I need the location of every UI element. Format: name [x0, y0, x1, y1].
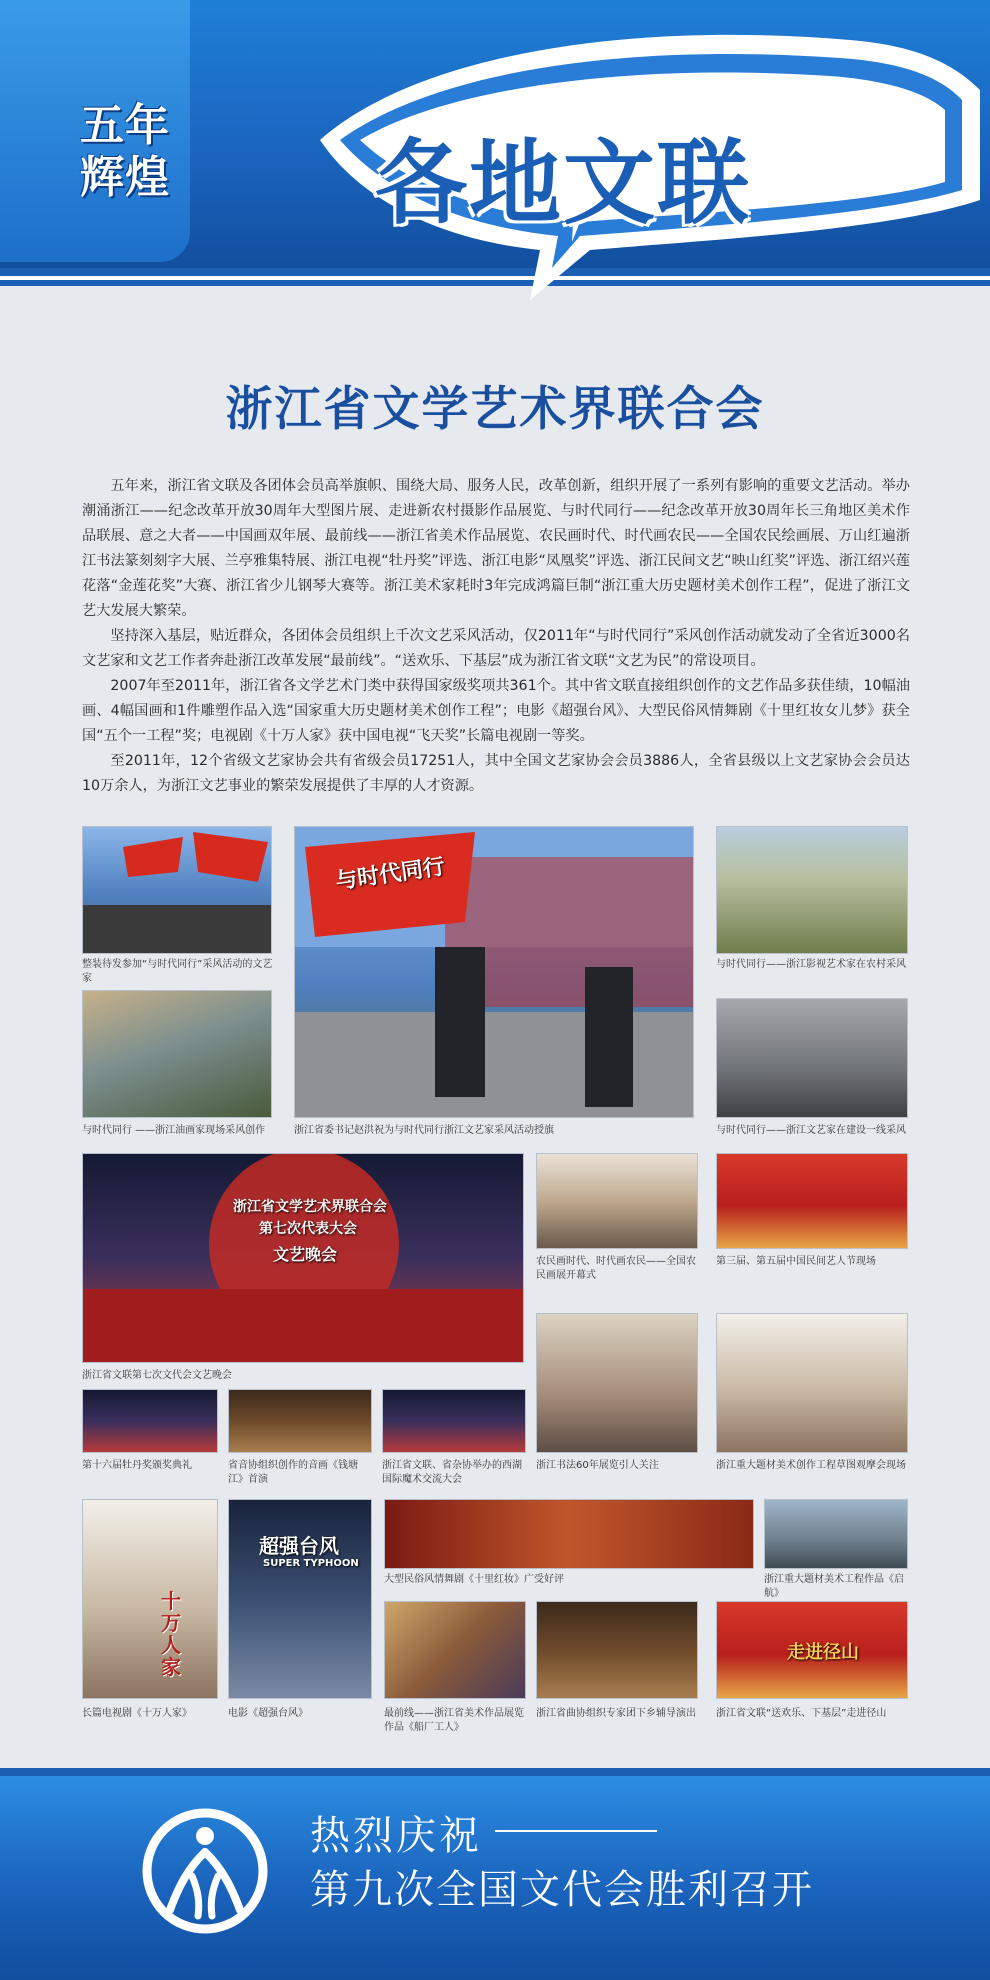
photo-sailing-artwork	[764, 1499, 908, 1569]
film-poster-title: 超强台风	[259, 1534, 339, 1558]
footer-headline: 热烈庆祝	[310, 1813, 482, 1859]
caption-dance-drama: 大型民俗风情舞剧《十里红妆》广受好评	[384, 1574, 564, 1585]
main-title: 各地文联	[375, 130, 752, 237]
caption-tv-series-poster: 长篇电视剧《十万人家》	[82, 1708, 192, 1719]
caption-sailing-artwork: 浙江重大题材美术工程作品《启航》	[764, 1574, 904, 1599]
photo-sketch-review	[716, 1313, 908, 1453]
stage-text-3: 文艺晚会	[273, 1245, 338, 1264]
footer-top-stripe	[0, 1768, 990, 1776]
photo-shipyard-workers	[384, 1601, 526, 1699]
photo-typhoon-film-poster	[228, 1499, 372, 1699]
caption-construction-site: 与时代同行——浙江文艺家在建设一线采风	[716, 1125, 906, 1136]
header	[0, 0, 990, 320]
photo-oil-painters	[82, 990, 272, 1118]
footer-subline: 第九次全国文代会胜利召开	[310, 1867, 814, 1913]
photo-flag-ceremony	[294, 826, 694, 1118]
paragraph-1: 五年来，浙江省文联及各团体会员高举旗帜、围绕大局、服务人民，改革创新，组织开展了一系列有影响的重要文艺活动。举办潮涌浙江——纪念改革开放30周年大型图片展、走进新农村摄影作品展览、与时代同行——纪念改革开放30周年长三角地区美术作品联展、意之大者——中国画双年展、最前线——浙江省美术作品展览、农民画时代、时代画农民——全国农民绘画展、万山红遍浙江书法篆刻刻字大展、兰亭雅集特展、浙江电视“牡丹奖”评选、浙江电影“凤凰奖”评选、浙江民间文艺“映山红奖”评选、浙江绍兴莲花落“金莲花奖”大赛、浙江省少儿钢琴大赛等。浙江美术家耗时3年完成鸿篇巨制“浙江重大历史题材美术创作工程”，促进了浙江文艺大发展大繁荣。	[82, 478, 910, 619]
caption-calligraphy-exhibition: 浙江书法60年展览引人关注	[536, 1460, 659, 1471]
photo-dance-drama	[384, 1499, 754, 1569]
footer-rule	[495, 1830, 657, 1832]
photo-magic-convention	[382, 1389, 526, 1453]
photo-construction-site	[716, 998, 908, 1118]
photo-film-artists-village	[716, 826, 908, 954]
caption-qiantang-concert: 省音协组织创作的音画《钱塘江》首演	[228, 1460, 358, 1485]
five-years-badge	[80, 100, 200, 204]
org-title: 浙江省文学艺术界联合会	[225, 382, 765, 437]
photo-artists-ready	[82, 826, 272, 954]
badge-line-2: 辉煌	[80, 152, 170, 203]
caption-peasant-painting-opening: 农民画时代、时代画农民——全国农民画展开幕式	[536, 1256, 696, 1281]
caption-shipyard-workers: 最前线——浙江省美术作品展览作品《船厂工人》	[384, 1708, 524, 1733]
caption-film-artists-village: 与时代同行——浙江影视艺术家在农村采风	[716, 959, 906, 970]
caption-peony-awards: 第十六届牡丹奖颁奖典礼	[82, 1460, 192, 1471]
federation-logo-icon	[140, 1806, 270, 1936]
stage-text-1: 浙江省文学艺术界联合会	[233, 1199, 387, 1215]
photo-tv-series-poster	[82, 1499, 218, 1699]
paragraph-4: 至2011年，12个省级文艺家协会共有省级会员17251人，其中全国文艺家协会会员3886人，全省县级以上文艺家协会会员达10万余人，为浙江文艺事业的繁荣发展提供了丰厚的人才资源。	[82, 753, 910, 794]
photo-calligraphy-exhibition	[536, 1313, 698, 1453]
caption-artists-ready: 整装待发参加“与时代同行”采风活动的文艺家	[82, 959, 273, 984]
caption-folk-artists-festival: 第三届、第五届中国民间艺人节现场	[716, 1256, 876, 1267]
caption-jingshan-event: 浙江省文联“送欢乐、下基层”走进径山	[716, 1708, 887, 1719]
photo-peasant-painting-opening	[536, 1153, 698, 1249]
photo-peony-awards	[82, 1389, 218, 1453]
badge-line-1: 五年	[80, 100, 170, 151]
paragraph-3: 2007年至2011年，浙江省各文学艺术门类中获得国家级奖项共361个。其中省文联直接组织创作的文艺作品多获佳绩，10幅油画、4幅国画和1件雕塑作品入选“国家重大历史题材美术创作工程”；电影《超强台风》、大型民俗风情舞剧《十里红妆女儿梦》获全国“五个一工程”奖；电视剧《十万人家》获中国电视“飞天奖”长篇电视剧一等奖。	[82, 678, 910, 744]
photo-qiantang-concert	[228, 1389, 372, 1453]
caption-sketch-review: 浙江重大题材美术创作工程草图观摩会现场	[716, 1460, 906, 1471]
caption-flag-ceremony: 浙江省委书记赵洪祝为与时代同行浙江文艺家采风活动授旗	[294, 1125, 554, 1136]
photo-folk-artists-festival	[716, 1153, 908, 1249]
tv-poster-title: 十万人家	[161, 1589, 181, 1679]
photo-jingshan-event	[716, 1601, 908, 1699]
intro-text	[82, 474, 910, 799]
photo-congress-gala	[82, 1153, 524, 1363]
jingshan-banner-text: 走进径山	[787, 1642, 859, 1663]
caption-oil-painters: 与时代同行 ——浙江油画家现场采风创作	[82, 1125, 266, 1136]
flag-banner-text: 与时代同行	[334, 854, 447, 895]
caption-magic-convention: 浙江省文联、省杂协举办的西湖国际魔术交流大会	[382, 1460, 522, 1485]
paragraph-2: 坚持深入基层，贴近群众，各团体会员组织上千次文艺采风活动，仅2011年“与时代同行”采风创作活动就发动了全省近3000名文艺家和文艺工作者奔赴浙江改革发展“最前线”。“送欢乐、下基层”成为浙江省文联“文艺为民”的常设项目。	[82, 628, 910, 669]
film-poster-subtitle: SUPER TYPHOON	[263, 1558, 359, 1569]
stage-text-2: 第七次代表大会	[259, 1221, 357, 1237]
red-flags-graphic	[83, 827, 272, 954]
photo-quyi-performance	[536, 1601, 698, 1699]
caption-typhoon-film-poster: 电影《超强台风》	[228, 1708, 308, 1719]
caption-quyi-performance: 浙江省曲协组织专家团下乡辅导演出	[536, 1708, 696, 1719]
caption-congress-gala: 浙江省文联第七次文代会文艺晚会	[82, 1370, 232, 1381]
